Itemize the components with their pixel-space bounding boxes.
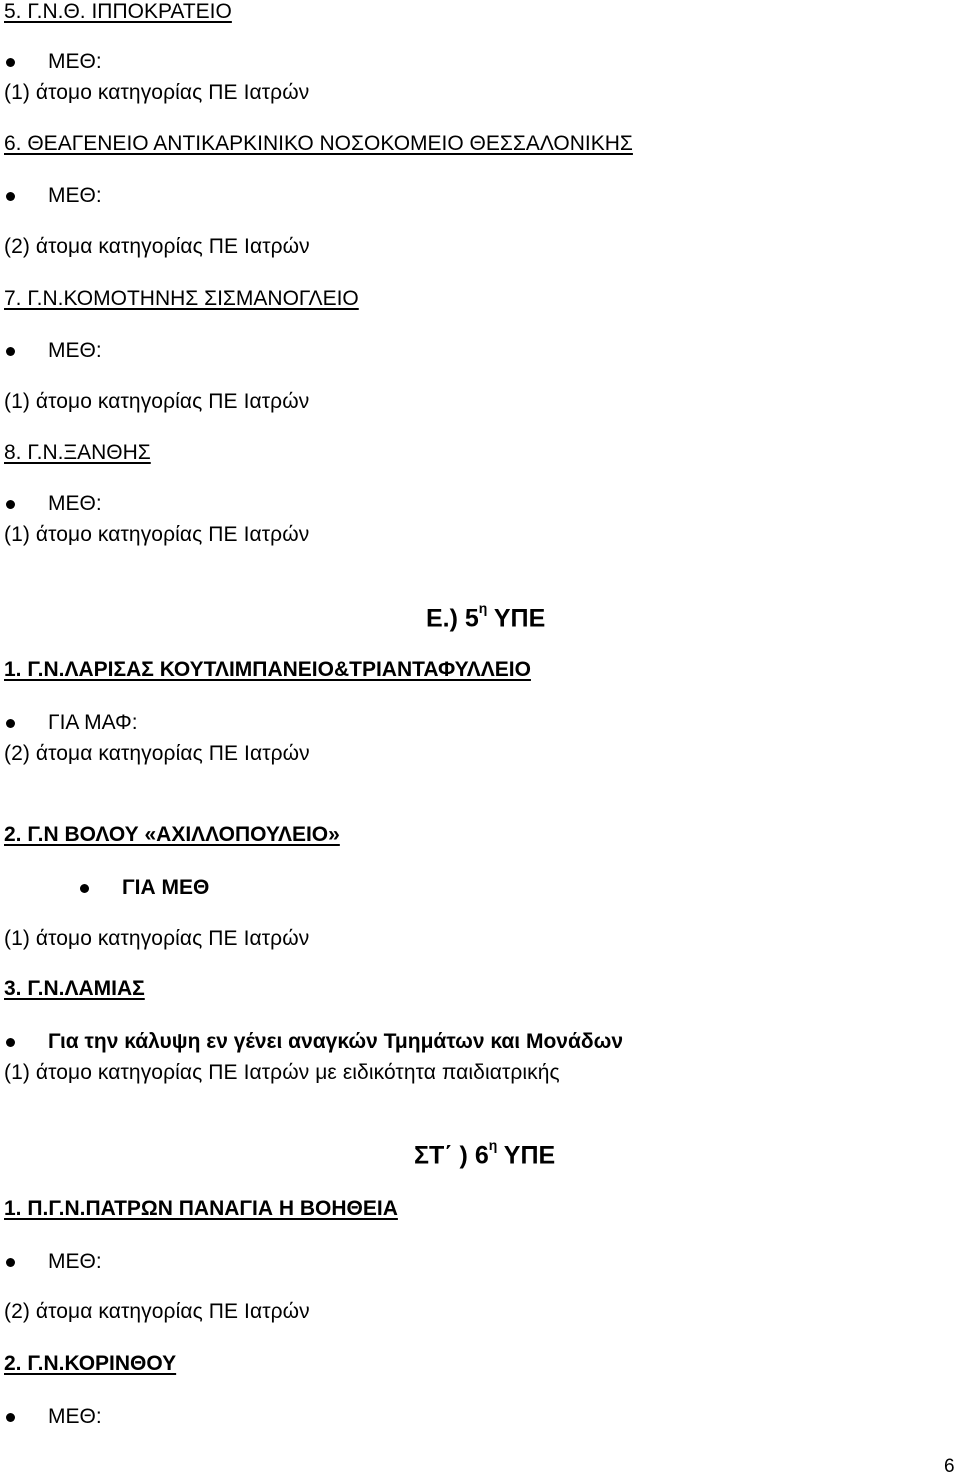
unit-label: ΜΕΘ: <box>48 339 102 362</box>
unit-label: ΜΕΘ: <box>48 492 102 515</box>
bullet-icon <box>6 347 15 356</box>
bullet-icon <box>80 884 89 893</box>
staff-line: (1) άτομο κατηγορίας ΠΕ Ιατρών <box>4 81 310 104</box>
unit-label: ΓΙΑ ΜΑΦ: <box>48 711 138 734</box>
hospital-heading: 6. ΘΕΑΓΕΝΕΙΟ ΑΝΤΙΚΑΡΚΙΝΙΚΟ ΝΟΣΟΚΟΜΕΙΟ ΘΕΣΣΑΛΟΝΙΚΗΣ <box>4 132 633 155</box>
bullet-icon <box>6 58 15 67</box>
staff-line: (1) άτομο κατηγορίας ΠΕ Ιατρών <box>4 927 310 950</box>
region-heading-suffix: ΥΠΕ <box>487 604 546 633</box>
unit-label: Για την κάλυψη εν γένει αναγκών Τμημάτων και Μονάδων <box>48 1030 624 1053</box>
unit-label: ΓΙΑ ΜΕΘ <box>122 876 210 899</box>
bullet-icon <box>6 719 15 728</box>
hospital-heading: 8. Γ.Ν.ΞΑΝΘΗΣ <box>4 441 151 464</box>
staff-line: (2) άτομα κατηγορίας ΠΕ Ιατρών <box>4 742 310 765</box>
unit-label: ΜΕΘ: <box>48 50 102 73</box>
region-heading <box>414 1137 556 1170</box>
hospital-heading: 2. Γ.Ν ΒΟΛΟΥ «ΑΧΙΛΛΟΠΟΥΛΕΙΟ» <box>4 823 340 846</box>
page-number: 6 <box>944 1456 955 1477</box>
region-heading <box>426 600 546 633</box>
bullet-icon <box>6 192 15 201</box>
bullet-icon <box>6 500 15 509</box>
unit-label: ΜΕΘ: <box>48 1250 102 1273</box>
bullet-icon <box>6 1258 15 1267</box>
staff-line: (1) άτομο κατηγορίας ΠΕ Ιατρών <box>4 390 310 413</box>
region-heading-prefix: Ε.) 5 <box>426 604 479 633</box>
region-heading-prefix: ΣΤ΄ ) 6 <box>414 1141 489 1170</box>
hospital-heading: 1. Π.Γ.Ν.ΠΑΤΡΩΝ ΠΑΝΑΓΙΑ Η ΒΟΗΘΕΙΑ <box>4 1197 398 1220</box>
hospital-heading: 3. Γ.Ν.ΛΑΜΙΑΣ <box>4 977 145 1000</box>
unit-label: ΜΕΘ: <box>48 184 102 207</box>
hospital-heading: 5. Γ.Ν.Θ. ΙΠΠΟΚΡΑΤΕΙΟ <box>4 0 232 23</box>
hospital-heading: 7. Γ.Ν.ΚΟΜΟΤΗΝΗΣ ΣΙΣΜΑΝΟΓΛΕΙΟ <box>4 287 359 310</box>
bullet-icon <box>6 1038 15 1047</box>
staff-line: (2) άτομα κατηγορίας ΠΕ Ιατρών <box>4 1300 310 1323</box>
staff-line: (2) άτομα κατηγορίας ΠΕ Ιατρών <box>4 235 310 258</box>
region-heading-sup: η <box>478 600 488 616</box>
hospital-heading: 2. Γ.Ν.ΚΟΡΙΝΘΟΥ <box>4 1352 177 1375</box>
region-heading-suffix: ΥΠΕ <box>497 1141 556 1170</box>
staff-line: (1) άτομο κατηγορίας ΠΕ Ιατρών <box>4 523 310 546</box>
hospital-heading: 1. Γ.Ν.ΛΑΡΙΣΑΣ ΚΟΥΤΛΙΜΠΑΝΕΙΟ&ΤΡΙΑΝΤΑΦΥΛΛΕΙΟ <box>4 658 531 681</box>
unit-label: ΜΕΘ: <box>48 1405 102 1428</box>
region-heading-sup: η <box>488 1137 498 1153</box>
staff-line: (1) άτομο κατηγορίας ΠΕ Ιατρών με ειδικότητα παιδιατρικής <box>4 1061 560 1084</box>
bullet-icon <box>6 1413 15 1422</box>
